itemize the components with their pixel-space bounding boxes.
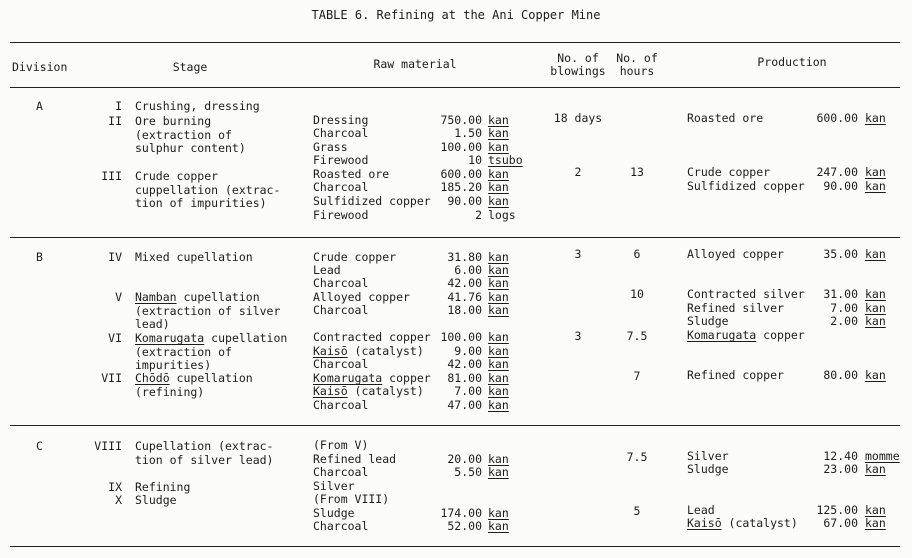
production-name: Alloyed copper (687, 247, 784, 261)
material-name: Roasted ore (313, 167, 390, 181)
material-unit: kan (488, 167, 509, 181)
stage-name: lead) (135, 317, 170, 331)
material-unit: kan (488, 519, 509, 533)
material-unit: kan (488, 303, 509, 317)
material-unit: kan (488, 276, 509, 290)
material-unit: logs (488, 208, 516, 222)
material-unit: kan (488, 330, 509, 344)
production-quantity: 23.00 (823, 462, 858, 476)
material-name: Charcoal (313, 357, 369, 371)
production-name: Sulfidized copper (687, 179, 805, 193)
stage-name: tion of silver lead) (135, 452, 274, 467)
material-quantity: 18.00 (447, 303, 482, 317)
material-name: Charcoal (313, 398, 369, 412)
stage-number: VIII (94, 439, 122, 453)
hours-value: 7.5 (626, 450, 648, 464)
division-a-rule (10, 237, 900, 238)
material-quantity: 20.00 (447, 452, 482, 466)
stage-name: impurities) (135, 358, 212, 372)
material-unit: kan (488, 371, 509, 385)
material-name: Firewood (313, 153, 369, 167)
material-unit: kan (488, 357, 509, 371)
material-name: (From V) (313, 438, 369, 452)
material-name: Charcoal (313, 465, 369, 479)
production-unit: momme (865, 449, 900, 463)
material-name: Alloyed copper (313, 290, 410, 304)
stage-name: tion of impurities) (135, 196, 267, 210)
header-rule (10, 87, 900, 88)
hours-value: 7 (633, 369, 641, 383)
production-unit: kan (865, 111, 886, 125)
stage-name: Cupellation (extrac- (135, 439, 274, 453)
production-unit: kan (865, 247, 886, 261)
stage-name: Crushing, dressing (135, 99, 260, 113)
production-name: Sludge (687, 314, 729, 328)
material-name: Charcoal (313, 519, 369, 533)
material-quantity: 41.76 (447, 290, 482, 304)
production-name: Silver (687, 449, 729, 463)
production-quantity: 2.00 (830, 314, 858, 328)
header-production: Production (757, 55, 827, 69)
production-unit: kan (865, 165, 886, 179)
hours-value: 7.5 (626, 329, 648, 343)
production-quantity: 67.00 (823, 516, 858, 530)
stage-name: (extraction of (135, 344, 232, 359)
blowings-value: 2 (574, 165, 582, 179)
stage-name: (extraction of silver (135, 303, 281, 318)
material-name: Sulfidized copper (313, 194, 431, 208)
production-quantity: 90.00 (823, 179, 858, 193)
stage-number: X (115, 493, 122, 507)
material-name: Charcoal (313, 303, 369, 317)
material-quantity: 6.00 (454, 263, 482, 277)
production-unit: kan (865, 516, 886, 530)
production-name: Lead (687, 503, 715, 517)
material-unit: kan (488, 126, 509, 140)
production-quantity: 7.00 (830, 301, 858, 315)
stage-name: (refining) (135, 384, 205, 399)
material-name: Sludge (313, 506, 355, 520)
division-label: A (36, 99, 43, 113)
material-name: Komarugata copper (313, 371, 431, 385)
material-quantity: 47.00 (447, 398, 482, 412)
stage-name: Namban cupellation (135, 290, 260, 304)
material-unit: tsubo (488, 153, 523, 167)
hours-value: 6 (633, 247, 641, 261)
stage-number: III (101, 169, 122, 183)
production-name: Sludge (687, 462, 729, 476)
material-name: (From VIII) (313, 492, 390, 506)
material-unit: kan (488, 290, 509, 304)
material-quantity: 100.00 (440, 140, 482, 154)
stage-name: (extraction of (135, 127, 232, 142)
stage-name: sulphur content) (135, 141, 246, 155)
production-quantity: 31.00 (823, 287, 858, 301)
production-unit: kan (865, 301, 886, 315)
material-quantity: 90.00 (447, 194, 482, 208)
header-blowings-line2: blowings (550, 64, 606, 78)
material-unit: kan (488, 344, 509, 358)
material-name: Grass (313, 140, 348, 154)
material-name: Kaisō (catalyst) (313, 384, 424, 398)
material-quantity: 1.50 (454, 126, 482, 140)
material-unit: kan (488, 113, 509, 127)
production-name: Roasted ore (687, 111, 764, 125)
hours-value: 5 (633, 504, 641, 518)
division-label: B (36, 250, 43, 264)
production-name: Kaisō (catalyst) (687, 516, 798, 530)
material-quantity: 81.00 (447, 371, 482, 385)
material-quantity: 2 (475, 208, 482, 222)
blowings-value: 3 (574, 329, 582, 343)
hours-value: 10 (630, 287, 644, 301)
material-unit: kan (488, 140, 509, 154)
stage-name: Chōdō cupellation (135, 371, 253, 385)
production-quantity: 600.00 (816, 111, 858, 125)
production-unit: kan (865, 462, 886, 476)
material-quantity: 31.80 (447, 250, 482, 264)
stage-name: cuppellation (extrac- (135, 182, 281, 197)
division-label: C (36, 439, 43, 453)
production-name: Contracted silver (687, 287, 805, 301)
material-quantity: 5.50 (454, 465, 482, 479)
material-name: Kaisō (catalyst) (313, 344, 424, 358)
production-quantity: 247.00 (816, 165, 858, 179)
production-quantity: 80.00 (823, 368, 858, 382)
material-unit: kan (488, 250, 509, 264)
production-name: Komarugata copper (687, 328, 805, 342)
material-quantity: 185.20 (440, 180, 482, 194)
header-hours-line2: hours (619, 64, 655, 78)
stage-number: II (108, 114, 122, 128)
stage-number: I (115, 99, 122, 113)
material-unit: kan (488, 506, 509, 520)
material-quantity: 9.00 (454, 344, 482, 358)
stage-name: Refining (135, 480, 191, 494)
production-unit: kan (865, 179, 886, 193)
material-quantity: 42.00 (447, 276, 482, 290)
production-name: Refined silver (687, 301, 784, 315)
stage-name: Crude copper (135, 169, 219, 183)
material-name: Charcoal (313, 126, 369, 140)
material-name: Silver (313, 479, 355, 493)
production-unit: kan (865, 503, 886, 517)
bottom-rule (10, 546, 900, 547)
material-name: Crude copper (313, 250, 397, 264)
production-quantity: 35.00 (823, 247, 858, 261)
top-rule (10, 42, 900, 43)
material-quantity: 42.00 (447, 357, 482, 371)
production-unit: kan (865, 314, 886, 328)
table-title: TABLE 6. Refining at the Ani Copper Mine (311, 8, 601, 22)
material-quantity: 52.00 (447, 519, 482, 533)
production-unit: kan (865, 368, 886, 382)
header-hours-line1: No. of (616, 51, 658, 65)
stage-number: V (115, 290, 122, 304)
stage-number: IX (108, 480, 122, 494)
material-name: Lead (313, 263, 341, 277)
material-unit: kan (488, 180, 509, 194)
production-name: Refined copper (687, 368, 784, 382)
material-quantity: 600.00 (440, 167, 482, 181)
material-unit: kan (488, 465, 509, 479)
material-quantity: 7.00 (454, 384, 482, 398)
header-division: Division (12, 60, 68, 74)
stage-number: IV (108, 250, 122, 264)
production-quantity: 12.40 (823, 449, 858, 463)
material-name: Charcoal (313, 276, 369, 290)
material-unit: kan (488, 194, 509, 208)
material-quantity: 100.00 (440, 330, 482, 344)
material-name: Firewood (313, 208, 369, 222)
material-unit: kan (488, 263, 509, 277)
material-unit: kan (488, 398, 509, 412)
blowings-value: 18 days (553, 111, 603, 125)
header-blowings-line1: No. of (557, 51, 599, 65)
material-quantity: 750.00 (440, 113, 482, 127)
blowings-value: 3 (574, 247, 582, 261)
header-stage: Stage (172, 60, 208, 74)
stage-name: Ore burning (135, 114, 212, 128)
stage-name: Komarugata cupellation (135, 331, 288, 345)
material-unit: kan (488, 452, 509, 466)
stage-name: Sludge (135, 493, 177, 507)
material-name: Refined lead (313, 452, 397, 466)
division-b-rule (10, 425, 900, 426)
stage-name: Mixed cupellation (135, 250, 253, 264)
material-name: Charcoal (313, 180, 369, 194)
material-quantity: 174.00 (440, 506, 482, 520)
material-unit: kan (488, 384, 509, 398)
material-name: Contracted copper (313, 330, 431, 344)
header-raw-material: Raw material (373, 57, 457, 71)
material-name: Dressing (313, 113, 369, 127)
production-unit: kan (865, 287, 886, 301)
material-quantity: 10 (468, 153, 482, 167)
hours-value: 13 (630, 165, 644, 179)
production-quantity: 125.00 (816, 503, 858, 517)
production-name: Crude copper (687, 165, 771, 179)
stage-number: VII (101, 371, 122, 385)
stage-number: VI (108, 331, 122, 345)
